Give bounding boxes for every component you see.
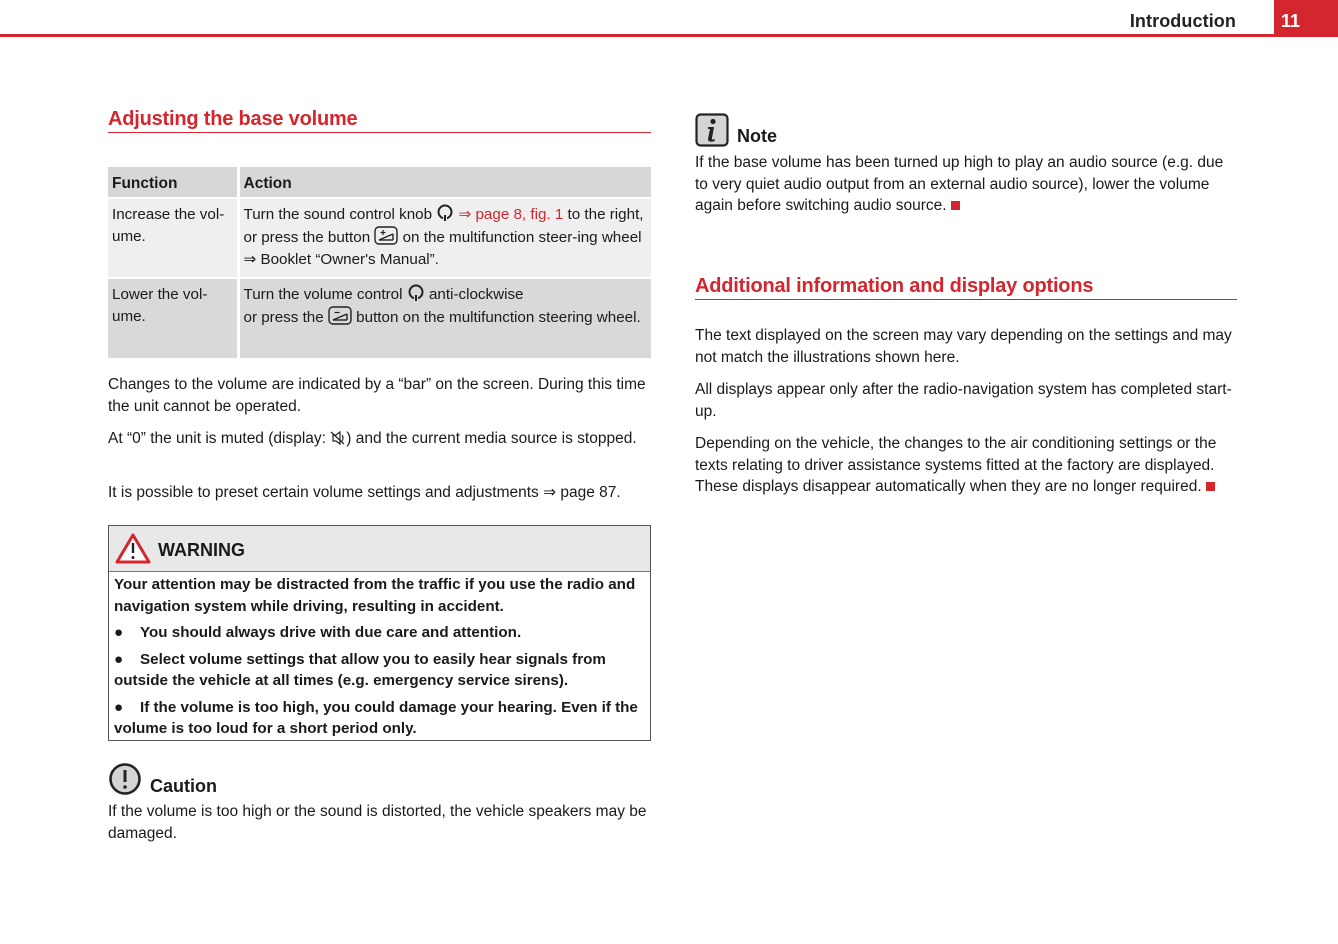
note-info-icon	[695, 113, 729, 147]
volume-down-button-icon	[328, 306, 352, 325]
action-text: anti-clockwise	[428, 286, 524, 303]
function-action-table	[108, 167, 651, 358]
section-heading-base-volume: Adjusting the base volume	[108, 108, 651, 133]
warning-intro: Your attention may be distracted from the traffic if you use the radio and navigation system while driving, resulting in accident.	[114, 576, 636, 615]
paragraph-text: At “0” the unit is muted (display:	[108, 430, 326, 447]
action-cell	[238, 198, 651, 278]
caution-text: If the volume is too high or the sound is distorted, the vehicle speakers may be damaged.	[108, 803, 647, 842]
bullet-icon: ●	[114, 698, 124, 716]
column-header-action: Action	[238, 167, 651, 198]
paragraph-mute	[108, 428, 651, 450]
bullet-icon: ●	[114, 624, 124, 641]
warning-box	[108, 525, 651, 741]
table-row	[108, 278, 651, 358]
header-rule	[0, 34, 1338, 37]
warning-label: WARNING	[158, 540, 245, 560]
section-end-marker	[951, 201, 960, 210]
warning-header	[109, 526, 650, 572]
action-text: to the right, or press the button	[243, 206, 644, 246]
paragraph-displays-startup: All displays appear only after the radio-navigation system has completed start-up.	[695, 381, 1232, 420]
paragraph-text-varies: The text displayed on the screen may vary depending on the settings and may not match the illustrations shown here.	[695, 327, 1232, 366]
running-header-title: Introduction	[1129, 11, 1236, 31]
action-text: Turn the volume control	[243, 286, 403, 303]
note-text-content: If the base volume has been turned up high to play an audio source (e.g. due to very quiet audio output from an external audio source), lower the volume again before switching audio source.	[695, 154, 1224, 214]
bullet-icon: ●	[114, 650, 124, 668]
paragraph-volume-bar: Changes to the volume are indicated by a “bar” on the screen. During this time the unit cannot be operated.	[108, 376, 646, 415]
volume-knob-icon	[407, 284, 425, 302]
paragraph-preset: It is possible to preset certain volume settings and adjustments ⇒ page 87.	[108, 484, 621, 501]
action-text: on the multifunction steer-ing wheel ⇒ Booklet “Owner's Manual”.	[243, 229, 642, 268]
page-number: 11	[1274, 0, 1338, 37]
note-label: Note	[737, 126, 777, 146]
section-heading-additional-info: Additional information and display options	[695, 275, 1237, 300]
table-header-row	[108, 167, 651, 198]
caution-exclamation-icon	[108, 762, 142, 796]
action-text: or press the	[243, 309, 324, 326]
action-text: Turn the sound control knob	[243, 206, 433, 223]
warning-bullet	[114, 622, 645, 644]
warning-bullet	[114, 649, 645, 692]
function-cell: Lower the vol- ume.	[108, 278, 238, 358]
warning-bullet	[114, 697, 645, 740]
warning-bullet-text: You should always drive with due care and attention.	[140, 624, 522, 641]
paragraph-text: Depending on the vehicle, the changes to the air conditioning settings or the texts relating to driver assistance systems fitted at the factory are displayed. These displays disappear automatically when they are no longer required.	[695, 435, 1217, 495]
note-text	[695, 152, 1237, 217]
column-header-function: Function	[108, 167, 238, 198]
warning-bullet-text: Select volume settings that allow you to easily hear signals from outside the vehicle at all times (e.g. emergency service sirens).	[114, 650, 606, 689]
caution-label: Caution	[150, 776, 217, 796]
action-text: button on the multifunction steering wheel.	[356, 309, 641, 326]
function-cell: Increase the vol- ume.	[108, 198, 238, 278]
paragraph-air-conditioning	[695, 433, 1237, 498]
volume-up-button-icon	[374, 226, 398, 245]
warning-body	[109, 572, 650, 740]
warning-bullet-text: If the volume is too high, you could damage your hearing. Even if the volume is too loud for a short period only.	[114, 698, 638, 737]
paragraph-text: ) and the current media source is stopped.	[346, 430, 637, 447]
section-end-marker	[1206, 482, 1215, 491]
table-row	[108, 198, 651, 278]
mute-icon	[330, 430, 346, 446]
warning-triangle-icon	[114, 532, 152, 565]
page-reference-link[interactable]: ⇒ page 8, fig. 1	[458, 206, 564, 223]
volume-knob-icon	[436, 204, 454, 222]
action-cell	[238, 278, 651, 358]
